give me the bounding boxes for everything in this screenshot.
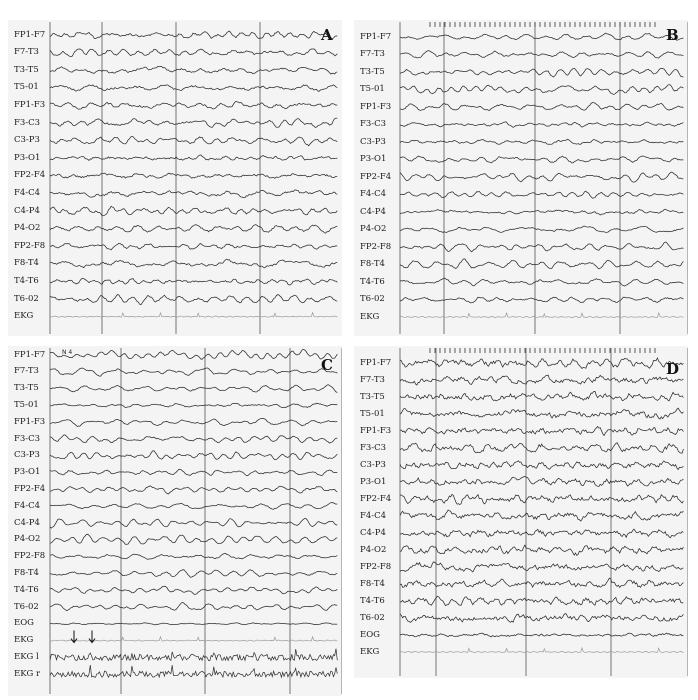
channel-trace — [400, 51, 683, 58]
channel-trace — [400, 633, 683, 637]
channel-trace — [400, 278, 683, 286]
channel-trace — [400, 614, 683, 623]
channel-label: F3-C3 — [14, 117, 41, 128]
channel-label: EKG r — [14, 668, 41, 679]
channel-label: F7-T3 — [360, 49, 385, 59]
eeg-traces — [8, 346, 342, 696]
channel-trace — [50, 451, 337, 460]
channel-trace — [400, 139, 683, 144]
channel-label: FP1-F7 — [360, 31, 392, 42]
channel-label: F3-C3 — [360, 119, 387, 129]
channel-label: F8-T4 — [14, 258, 39, 269]
channel-label: F8-T4 — [360, 259, 385, 269]
channel-label: C4-P4 — [14, 205, 40, 216]
channel-label: T5-01 — [360, 84, 385, 94]
channel-label: FP2-F4 — [360, 493, 392, 504]
channel-label: C3-P3 — [14, 450, 40, 461]
channel-trace — [400, 596, 683, 605]
panel-letter: D — [666, 360, 680, 378]
eeg-panel-d — [354, 346, 688, 678]
channel-trace — [50, 155, 337, 161]
channel-label: FP2-F8 — [14, 240, 46, 251]
eeg-panel-a — [8, 20, 342, 336]
channel-label: F3-C3 — [360, 442, 387, 453]
channel-trace — [400, 562, 683, 572]
channel-trace — [50, 469, 337, 475]
channel-label: FP2-F8 — [360, 561, 392, 572]
channel-trace — [50, 85, 337, 92]
panel-letter: C — [321, 356, 333, 374]
channel-trace — [50, 649, 337, 661]
channel-trace — [50, 313, 337, 318]
channel-trace — [50, 349, 337, 359]
channel-trace — [400, 529, 683, 538]
channel-label: T3-T5 — [14, 64, 39, 75]
channel-trace — [50, 66, 337, 74]
channel-trace — [400, 122, 683, 127]
channel-trace — [50, 118, 337, 127]
channel-trace — [50, 518, 337, 528]
channel-label: P3-O1 — [360, 476, 387, 487]
channel-trace — [50, 173, 337, 178]
channel-label: FP2-F4 — [14, 483, 46, 494]
channel-trace — [400, 461, 683, 470]
channel-trace — [400, 156, 683, 163]
channel-trace — [400, 476, 683, 486]
channel-label: FP1-F3 — [14, 416, 46, 427]
channel-trace — [400, 85, 683, 95]
channel-label: F4-C4 — [14, 187, 41, 198]
channel-label: FP2-F4 — [14, 170, 46, 181]
channel-trace — [50, 243, 337, 250]
channel-trace — [400, 391, 683, 400]
channel-label: EKG — [14, 635, 34, 646]
channel-trace — [400, 242, 683, 252]
eeg-traces — [8, 20, 342, 336]
channel-trace — [400, 375, 683, 385]
channel-trace — [400, 408, 683, 419]
panel-letter: A — [321, 26, 333, 44]
channel-label: C4-P4 — [360, 206, 386, 217]
channel-trace — [50, 665, 337, 677]
channel-trace — [400, 68, 683, 77]
channel-trace — [50, 534, 337, 544]
channel-label: T4-T6 — [360, 595, 385, 606]
channel-trace — [400, 313, 683, 318]
stage-tag: N 4 — [62, 349, 73, 356]
channel-trace — [400, 648, 683, 653]
channel-label: T3-T5 — [360, 391, 385, 402]
channel-label: T4-T6 — [14, 275, 39, 286]
channel-label: F4-C4 — [360, 510, 387, 521]
channel-trace — [50, 31, 337, 39]
channel-label: F4-C4 — [14, 500, 41, 511]
channel-label: C4-P4 — [360, 527, 386, 538]
channel-trace — [50, 586, 337, 594]
channel-trace — [50, 278, 337, 285]
channel-label: EKG — [360, 311, 380, 322]
eeg-panel-b — [354, 20, 688, 336]
channel-label: FP1-F3 — [14, 99, 46, 110]
channel-trace — [50, 295, 337, 305]
channel-trace — [400, 297, 683, 303]
channel-trace — [50, 435, 337, 443]
channel-trace — [400, 545, 683, 555]
channel-label: P4-O2 — [360, 544, 387, 555]
channel-trace — [50, 418, 337, 426]
channel-label: T6-02 — [14, 601, 39, 612]
channel-trace — [400, 191, 683, 198]
channel-label: F8-T4 — [360, 578, 385, 589]
eeg-traces — [354, 20, 688, 336]
channel-label: FP2-F8 — [360, 241, 392, 252]
channel-label: T3-T5 — [360, 66, 385, 77]
channel-label: C4-P4 — [14, 517, 40, 528]
channel-trace — [50, 225, 337, 234]
channel-trace — [50, 206, 337, 216]
channel-label: FP1-F3 — [360, 425, 392, 436]
channel-label: EKG — [360, 646, 380, 657]
channel-label: EKG — [14, 311, 34, 322]
channel-label: F8-T4 — [14, 567, 39, 578]
channel-trace — [400, 494, 683, 504]
channel-trace — [400, 443, 683, 454]
channel-label: FP2-F8 — [14, 551, 46, 562]
channel-trace — [50, 623, 337, 625]
channel-label: T6-02 — [360, 612, 385, 623]
channel-trace — [400, 226, 683, 232]
channel-label: T6-02 — [360, 294, 385, 304]
channel-label: C3-P3 — [360, 136, 386, 147]
channel-label: EOG — [14, 618, 34, 629]
channel-label: P3-O1 — [360, 154, 387, 164]
channel-trace — [400, 358, 683, 369]
channel-label: FP1-F7 — [14, 349, 46, 360]
channel-label: FP1-F7 — [360, 357, 392, 368]
channel-label: C3-P3 — [14, 135, 40, 146]
channel-label: P3-O1 — [14, 152, 41, 163]
channel-trace — [50, 101, 337, 109]
channel-trace — [400, 510, 683, 521]
channel-trace — [50, 385, 337, 393]
channel-label: F3-C3 — [14, 433, 41, 444]
channel-trace — [50, 403, 337, 407]
channel-trace — [400, 259, 683, 269]
channel-trace — [50, 486, 337, 494]
channel-trace — [50, 553, 337, 559]
channel-label: F4-C4 — [360, 189, 387, 199]
channel-label: F7-T3 — [360, 374, 385, 385]
channel-trace — [50, 136, 337, 146]
channel-label: P4-O2 — [14, 534, 41, 545]
channel-trace — [400, 33, 683, 40]
channel-label: T6-02 — [14, 293, 39, 304]
channel-trace — [400, 102, 683, 110]
panel-letter: B — [666, 26, 679, 44]
channel-label: EOG — [360, 629, 380, 640]
channel-label: T5-01 — [360, 408, 385, 419]
channel-trace — [400, 578, 683, 588]
eeg-panel-c — [8, 346, 342, 696]
channel-trace — [50, 190, 337, 198]
channel-label: T3-T5 — [14, 383, 39, 394]
channel-label: FP2-F4 — [360, 171, 392, 182]
channel-trace — [50, 503, 337, 510]
channel-label: T5-01 — [14, 82, 39, 93]
channel-label: T5-01 — [14, 399, 39, 410]
channel-label: T4-T6 — [360, 276, 385, 287]
channel-label: P4-O2 — [360, 224, 387, 234]
channel-trace — [400, 427, 683, 436]
channel-trace — [400, 209, 683, 215]
channel-label: FP1-F3 — [360, 101, 392, 112]
channel-trace — [400, 172, 683, 182]
channel-trace — [50, 368, 337, 376]
channel-label: T4-T6 — [14, 584, 39, 595]
channel-trace — [50, 259, 337, 268]
channel-label: EKG l — [14, 651, 39, 662]
channel-label: F7-T3 — [14, 366, 39, 377]
channel-label: C3-P3 — [360, 459, 386, 470]
channel-label: F7-T3 — [14, 47, 39, 58]
channel-label: FP1-F7 — [14, 29, 46, 40]
channel-trace — [50, 570, 337, 578]
channel-trace — [50, 49, 337, 57]
eeg-traces — [354, 346, 688, 678]
channel-trace — [50, 602, 337, 610]
channel-label: P4-O2 — [14, 223, 41, 234]
channel-label: P3-O1 — [14, 467, 41, 478]
